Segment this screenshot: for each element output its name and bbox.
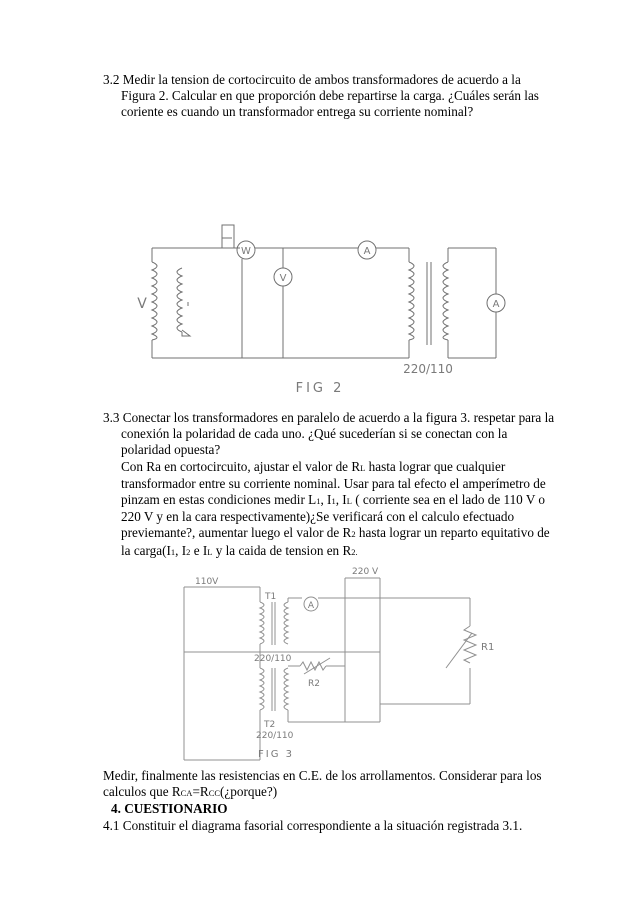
- left-voltage-label: 110V: [195, 577, 219, 587]
- paragraph-line: Con Ra en cortocircuito, ajustar el valor de RL hasta lograr que cualquier: [121, 458, 506, 474]
- paragraph-line: pinzam en estas condiciones medir L1, I1, IL ( corriente sea en el lado de 110 V o: [121, 492, 545, 508]
- paragraph-line: coriente es cuando un transformador entrega su corriente nominal?: [121, 104, 474, 120]
- paragraph-line: Conectar los transformadores en paralelo de acuerdo a la figura 3. respetar para la: [122, 410, 555, 425]
- section-number: 3.2: [103, 72, 120, 87]
- section-number: 3.3: [103, 410, 120, 425]
- section-4-heading: 4. CUESTIONARIO: [111, 801, 228, 817]
- t2-ratio-label: 220/110: [256, 731, 294, 741]
- paragraph-line: 4.1 Constituir el diagrama fasorial correspondiente a la situación registrada 3.1.: [103, 817, 523, 833]
- transformer-ratio-label: 220/110: [403, 362, 453, 376]
- figure-3-caption: FIG 3: [258, 749, 294, 760]
- t2-label: T2: [264, 720, 276, 730]
- paragraph-line: transformador entre su corriente nominal. Usar para tal efecto el amperímetro de: [121, 475, 546, 491]
- closing-text: [103, 768, 542, 834]
- paragraph-line: Figura 2. Calcular en que proporción debe repartirse la carga. ¿Cuáles serán las: [121, 88, 539, 104]
- wattmeter-label: W: [241, 246, 251, 257]
- paragraph-line: previemante?, aumentar luego el valor de R2 hasta lograr un reparto equitativo de: [121, 525, 550, 541]
- paragraph-line: calculos que RCA=RCC(¿porque?): [103, 784, 278, 800]
- t1-ratio-label: 220/110: [254, 654, 292, 664]
- source-voltage-label: V: [137, 296, 147, 312]
- ammeter-primary-label: A: [363, 246, 371, 257]
- paragraph-line: Medir la tension de cortocircuito de ambos transformadores de acuerdo a la: [122, 72, 521, 87]
- paragraph-line: polaridad opuesta?: [121, 442, 221, 458]
- t1-label: T1: [265, 592, 277, 602]
- right-voltage-label: 220 V: [352, 567, 379, 577]
- paragraph-line: Medir, finalmente las resistencias en C.E. de los arrollamentos. Considerar para los: [103, 768, 542, 783]
- voltmeter-label: V: [279, 273, 287, 284]
- r1-label: R1: [481, 642, 495, 653]
- fig3-ammeter-label: A: [307, 601, 315, 611]
- ammeter-secondary-label: A: [492, 299, 500, 310]
- paragraph-line: 220 V y en la cara respectivamente)¿Se verificará con el calculo efectuado: [121, 509, 515, 525]
- paragraph-line: conexión la polaridad de cada uno. ¿Qué sucederían si se conectan con la: [121, 426, 508, 442]
- figure-2-caption: FIG 2: [295, 381, 345, 396]
- r2-label: R2: [308, 679, 320, 689]
- paragraph-line: la carga(I1, I2 e IL y la caida de tension en R2.: [121, 542, 358, 558]
